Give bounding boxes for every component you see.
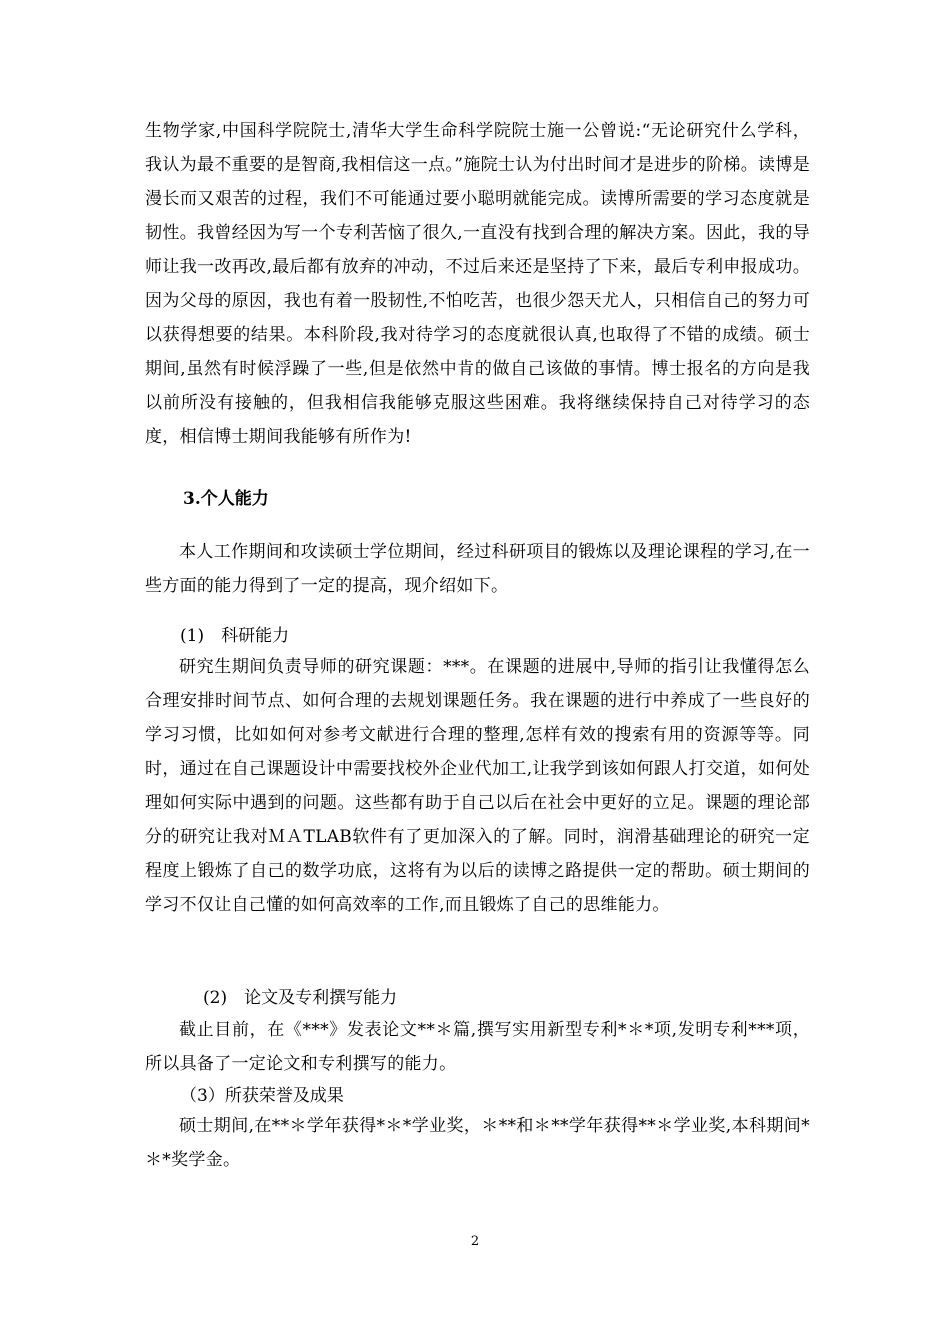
- paragraph-attitude: 生物学家,中国科学院院士,清华大学生命科学院院士施一公曾说:“无论研究什么学科，我认为最不重要的是智商,我相信这一点。”施院士认为付出时间才是进步的阶梯。读博是漫长而又艰苦的过程，我们不可能通过要小聪明就能完成。读博所需要的学习态度就是韧性。我曾经因为写一个专利苦恼了很久,一直没有找到合理的解决方案。因此，我的导师让我一改再改,最后都有放弃的冲动，不过后来还是坚持了下来，最后专利申报成功。因为父母的原因，我也有着一股韧性,不怕吃苦，也很少怨天尤人，只相信自己的努力可以获得想要的结果。本科阶段,我对待学习的态度就很认真,也取得了不错的成绩。硕士期间,虽然有时候浮躁了一些,但是依然中肯的做自己该做的事情。博士报名的方向是我以前所没有接触的，但我相信我能够克服这些困难。我将继续保持自己对待学习的态度，相信博士期间我能够有所作为!: [145, 121, 810, 447]
- paragraph-research: 研究生期间负责导师的研究课题：***。在课题的进展中,导师的指引让我懂得怎么合理安排时间节点、如何合理的去规划课题任务。我在课题的进行中养成了一些良好的学习习惯，比如如何对参考文献进行合理的整理,怎样有效的搜索有用的资源等等。同时，通过在自己课题设计中需要找校外企业代加工,让我学到该如何跟人打交道，如何处理如何实际中遇到的问题。这些都有助于自己以后在社会中更好的立足。课题的理论部分的研究让我对ＭＡTLAB软件有了更加深入的了解。同时，润滑基础理论的研究一定程度上锻炼了自己的数学功底，这将有为以后的读博之路提供一定的帮助。硕士期间的学习不仅让自己懂的如何高效率的工作,而且锻炼了自己的思维能力。: [145, 657, 810, 915]
- paragraph-writing: 截止目前，在《***》发表论文**＊篇,撰写实用新型专利*＊*项,发明专利***项，所以具备了一定论文和专利撰写的能力。: [145, 1020, 810, 1074]
- paragraph-honors: 硕士期间,在**＊学年获得*＊*学业奖，＊**和＊**学年获得**＊学业奖,本科期间*＊*奖学金。: [145, 1116, 810, 1170]
- paragraph-intro: 本人工作期间和攻读硕士学位期间，经过科研项目的锻炼以及理论课程的学习,在一些方面的能力得到了一定的提高，现介绍如下。: [145, 542, 810, 596]
- section-heading-personal-ability: 3.个人能力: [183, 489, 269, 509]
- page-number: 2: [470, 1234, 480, 1249]
- subheading-research-ability: (1) 科研能力: [180, 626, 290, 646]
- subheading-honors: （3）所获荣誉及成果: [180, 1086, 344, 1106]
- subheading-writing-ability: (2) 论文及专利撰写能力: [203, 988, 398, 1008]
